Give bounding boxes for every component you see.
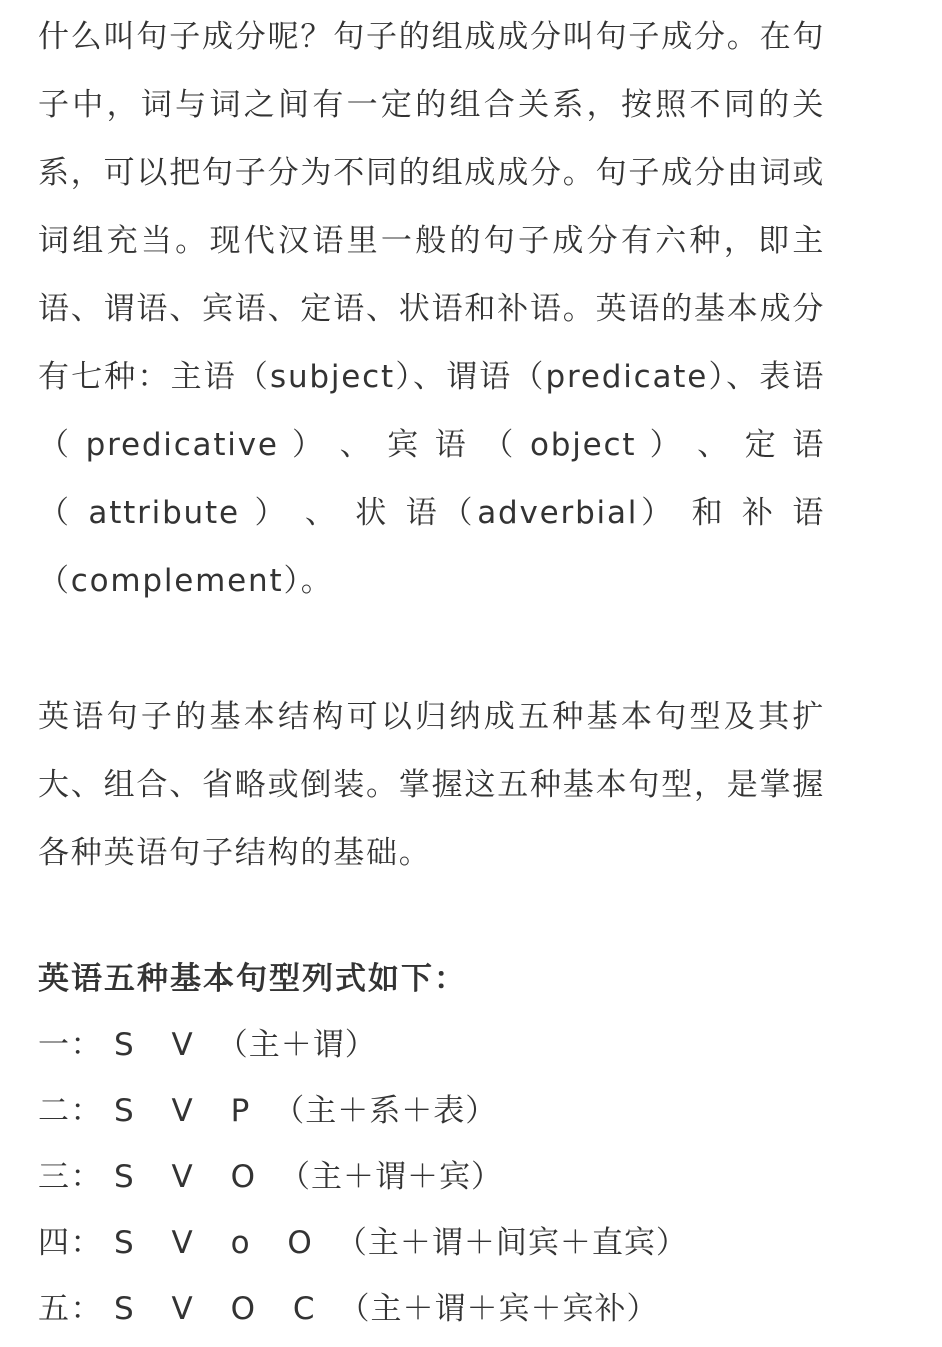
paragraph-sentence-structure [38,683,825,887]
pattern-number: 二： [38,1093,103,1129]
pattern-formula: S V O [114,1159,269,1195]
text-line: 系，可以把句子分为不同的组成成分。句子成分由词或 [38,155,826,191]
pattern-item [38,1078,688,1144]
pattern-gloss: （主＋谓＋宾＋宾补） [338,1291,659,1327]
section-heading: 英语五种基本句型列式如下： [38,961,467,997]
pattern-gloss: （主＋谓＋宾） [279,1159,503,1195]
text-line: （ predicative ） 、 宾 语 （ object ） 、 定 语 [38,427,826,463]
pattern-item [38,1144,688,1210]
pattern-number: 五： [38,1291,103,1327]
pattern-gloss: （主＋谓） [216,1027,377,1063]
pattern-formula: S V O C [114,1291,329,1327]
text-line: 语、谓语、宾语、定语、状语和补语。英语的基本成分 [38,291,826,327]
pattern-formula: S V o O [114,1225,326,1261]
sentence-pattern-list [38,1012,688,1342]
paragraph-sentence-components [38,3,825,615]
text-line: 有七种：主语（subject）、谓语（predicate）、表语 [38,359,826,395]
text-line: 大、组合、省略或倒装。掌握这五种基本句型，是掌握 [38,767,826,803]
pattern-formula: S V [114,1027,207,1063]
pattern-item [38,1276,688,1342]
pattern-gloss: （主＋谓＋间宾＋直宾） [335,1225,688,1261]
text-line: （complement）。 [38,563,334,599]
text-line: 子中，词与词之间有一定的组合关系，按照不同的关 [38,87,826,123]
text-line: 英语句子的基本结构可以归纳成五种基本句型及其扩 [38,699,826,735]
pattern-gloss: （主＋系＋表） [273,1093,498,1129]
pattern-number: 一： [38,1027,103,1063]
text-line: 什么叫句子成分呢？句子的组成成分叫句子成分。在句 [38,19,826,55]
text-line: 词组充当。现代汉语里一般的句子成分有六种，即主 [38,223,826,259]
pattern-formula: S V P [114,1093,264,1129]
pattern-number: 三： [38,1159,103,1195]
text-line: 各种英语句子结构的基础。 [38,835,432,871]
text-line: （ attribute ） 、 状 语（adverbial） 和 补 语 [38,495,826,531]
pattern-item [38,1012,688,1078]
pattern-item [38,1210,688,1276]
pattern-number: 四： [38,1225,103,1261]
